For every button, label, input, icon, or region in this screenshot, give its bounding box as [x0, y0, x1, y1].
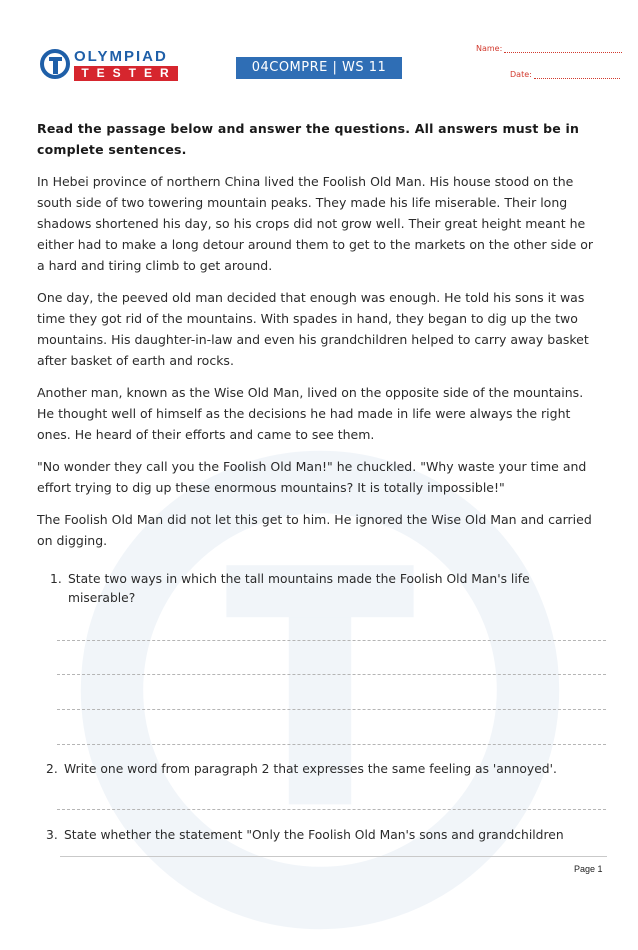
date-label: Date: [510, 70, 532, 79]
name-blank[interactable] [504, 46, 622, 53]
question-1 [50, 570, 558, 608]
logo-mark-icon [40, 49, 70, 79]
passage-section [37, 118, 602, 562]
worksheet-header [0, 0, 638, 110]
question-3 [46, 826, 624, 845]
footer-divider [60, 856, 607, 857]
passage-paragraph-1: In Hebei province of northern China lived the Foolish Old Man. His house stood on the south side of two towering mountain peaks. They made his life miserable. Their long shadows shortened his day, so his crops did not grow well. Their great height meant he either had to make a long detour around them to get to the markets on the other side or a hard and tiring climb to get around. [37, 174, 594, 273]
date-blank[interactable] [534, 72, 620, 79]
passage-paragraph-5: The Foolish Old Man did not let this get to him. He ignored the Wise Old Man and carried on digging. [37, 512, 592, 548]
question-number: 2. [46, 762, 58, 776]
question-number: 1. [50, 572, 62, 586]
answer-line[interactable] [57, 640, 606, 641]
logo-text-bottom: TESTER [74, 66, 178, 81]
answer-line[interactable] [57, 709, 606, 710]
logo-text-top: OLYMPIAD [74, 48, 168, 65]
date-field[interactable] [510, 70, 620, 79]
passage-paragraph-2: One day, the peeved old man decided that enough was enough. He told his sons it was time they got rid of the mountains. With spades in hand, they began to dig up the two mountains. His daughter-in-law and even his grandchildren helped to carry away basket after basket of earth and rocks. [37, 290, 589, 368]
question-text: Write one word from paragraph 2 that expresses the same feeling as 'annoyed'. [64, 762, 557, 776]
answer-line[interactable] [57, 744, 606, 745]
question-number: 3. [46, 828, 58, 842]
passage-paragraph-3: Another man, known as the Wise Old Man, lived on the opposite side of the mountains. He thought well of himself as the decisions he had made in life were always the right ones. He heard of their efforts and came to see them. [37, 385, 584, 442]
worksheet-title: 04COMPRE | WS 11 [236, 57, 402, 79]
answer-line[interactable] [57, 674, 606, 675]
question-text: State whether the statement "Only the Foolish Old Man's sons and grandchildren [64, 828, 564, 842]
page-number: Page 1 [574, 864, 603, 874]
question-2 [46, 760, 619, 779]
instructions: Read the passage below and answer the questions. All answers must be in complete sentences. [37, 121, 580, 157]
name-field[interactable] [476, 44, 622, 53]
question-text: State two ways in which the tall mountains made the Foolish Old Man's life miserable? [68, 572, 530, 605]
passage-paragraph-4: "No wonder they call you the Foolish Old Man!" he chuckled. "Why waste your time and effort trying to dig up these enormous mountains? It is totally impossible!" [37, 459, 587, 495]
name-label: Name: [476, 44, 503, 53]
olympiad-tester-logo [40, 48, 180, 84]
answer-line[interactable] [57, 809, 606, 810]
